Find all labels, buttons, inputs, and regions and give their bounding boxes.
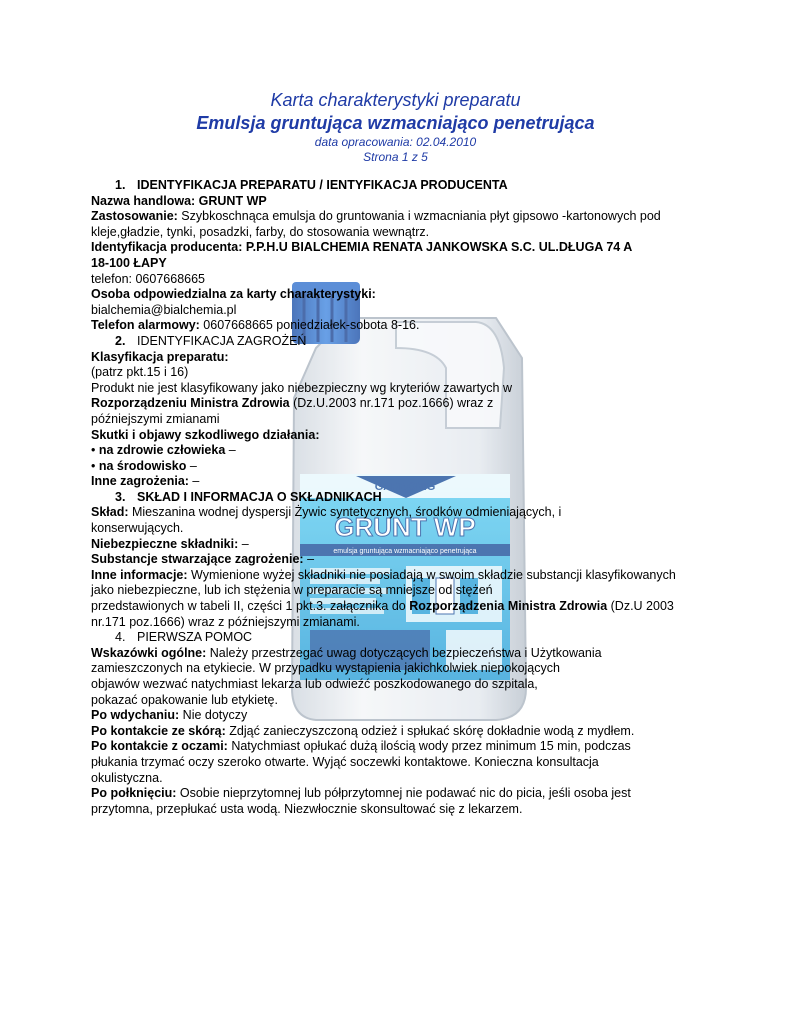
eye-contact-advice-2: płukania trzymać oczy szeroko otwarte. Wyjąć soczewki kontaktowe. Konieczna konsultacja [91,754,599,769]
inhalation-advice: Po wdychaniu: Nie dotyczy [91,708,248,723]
eye-contact-advice-3: okulistyczna. [91,770,163,785]
page-number: Strona 1 z 5 [363,150,428,164]
section-3-heading: 3. SKŁAD I INFORMACJA O SKŁADNIKACH [115,489,382,504]
general-advice-4: pokazać opakowanie lub etykietę. [91,692,278,707]
contact-email: bialchemia@bialchemia.pl [91,302,237,317]
other-info-2: jako niebezpieczne, lub ich stężenia w preparacie są mniejsze od stężeń [91,583,493,598]
responsible-person-label: Osoba odpowiedzialna za karty charakterystyki: [91,287,376,302]
producer-line-2: 18-100 ŁAPY [91,255,167,270]
usage-paragraph-cont: kleje,gładzie, tynki, posadzki, farby, do stosowania wewnątrz. [91,224,430,239]
classification-text: Produkt nie jest klasyfikowany jako niebezpieczny wg kryteriów zawartych w [91,380,513,395]
label-product-name: GRUNT WP [334,512,476,542]
section-4-heading: 4. PIERWSZA POMOC [115,630,253,645]
document-title: Karta charakterystyki preparatu [270,90,521,110]
dangerous-components: Niebezpieczne składniki: – [91,536,249,551]
swallowing-advice: Po połknięciu: Osobie nieprzytomnej lub półprzytomnej nie podawać nic do picia, jeśli osoba jest [91,786,631,801]
producer-line-1: Identyfikacja producenta: P.P.H.U BIALCHEMIA RENATA JANKOWSKA S.C. UL.DŁUGA 74 A [91,240,633,255]
swallowing-advice-2: przytomna, przepłukać usta wodą. Niezwłocznie skonsultować się z lekarzem. [91,801,523,816]
general-advice: Wskazówki ogólne: Należy przestrzegać uwag dotyczących bezpieczeństwa i Użytkowania [91,645,602,660]
section-2-heading: 2. IDENTYFIKACJA ZAGROŻEŃ [115,333,307,348]
document-body [91,178,711,817]
composition: Skład: Mieszanina wodnej dyspersji Żywic syntetycznych, środków odmieniających, i [91,505,562,520]
classification-ref: (patrz pkt.15 i 16) [91,365,189,380]
other-info: Inne informacje: Wymienione wyżej składniki nie posiadają w swoim składzie substancji klasyfikowanych [91,567,676,582]
skin-contact-advice: Po kontakcie ze skórą: Zdjąć zanieczyszczoną odzież i spłukać skórę dokładnie wodą z mydłem. [91,723,635,738]
hazardous-substances: Substancje stwarzające zagrożenie: – [91,552,315,567]
phone-line: telefon: 0607668665 [91,271,205,286]
classification-regulation: Rozporządzeniu Ministra Zdrowia (Dz.U.2003 nr.171 poz.1666) wraz z [91,396,494,411]
section-1-heading: 1. IDENTYFIKACJA PREPARATU / IENTYFIKACJA PRODUCENTA [115,178,508,192]
other-info-4: nr.171 poz.1666) wraz z późniejszymi zmianami. [91,614,360,629]
general-advice-3: objawów wezwać natychmiast lekarza lub odwieźć poszkodowanego do szpitala, [91,677,538,691]
health-effect-item: • na zdrowie człowieka – [91,443,711,459]
label-brand: GARBONIG [374,481,436,493]
preparation-date: data opracowania: 02.04.2010 [314,135,477,149]
alarm-phone-line: Telefon alarmowy: 0607668665 poniedziałek-sobota 8-16. [91,318,420,333]
usage-paragraph: Zastosowanie: Szybkoschnąca emulsja do gruntowania i wzmacniania płyt gipsowo -kartonowych pod [91,209,661,224]
general-advice-2: zamieszczonych na etykiecie. W przypadku wystąpienia jakichkolwiek niepokojących [91,661,560,676]
trade-name: Nazwa handlowa: GRUNT WP [91,193,267,208]
classification-text-end: późniejszymi zmianami [91,411,220,426]
classification-label: Klasyfikacja preparatu: [91,349,229,364]
other-info-3: przedstawionych w tabeli II, części 1 pkt.3. załącznika do Rozporządzenia Ministra Zdrowia (Dz.U 2003 [91,599,674,614]
composition-cont: konserwujących. [91,521,184,536]
environment-effect-item: • na środowisko – [91,459,711,475]
eye-contact-advice: Po kontakcie z oczami: Natychmiast opłukać dużą ilością wody przez minimum 15 min, podczas [91,739,631,754]
effects-label: Skutki i objawy szkodliwego działania: [91,427,320,442]
label-subtitle: emulsja gruntująca wzmacniająco penetrująca [333,548,477,555]
other-hazards: Inne zagrożenia: – [91,474,200,489]
product-title: Emulsja gruntująca wzmacniająco penetrująca [196,113,595,133]
